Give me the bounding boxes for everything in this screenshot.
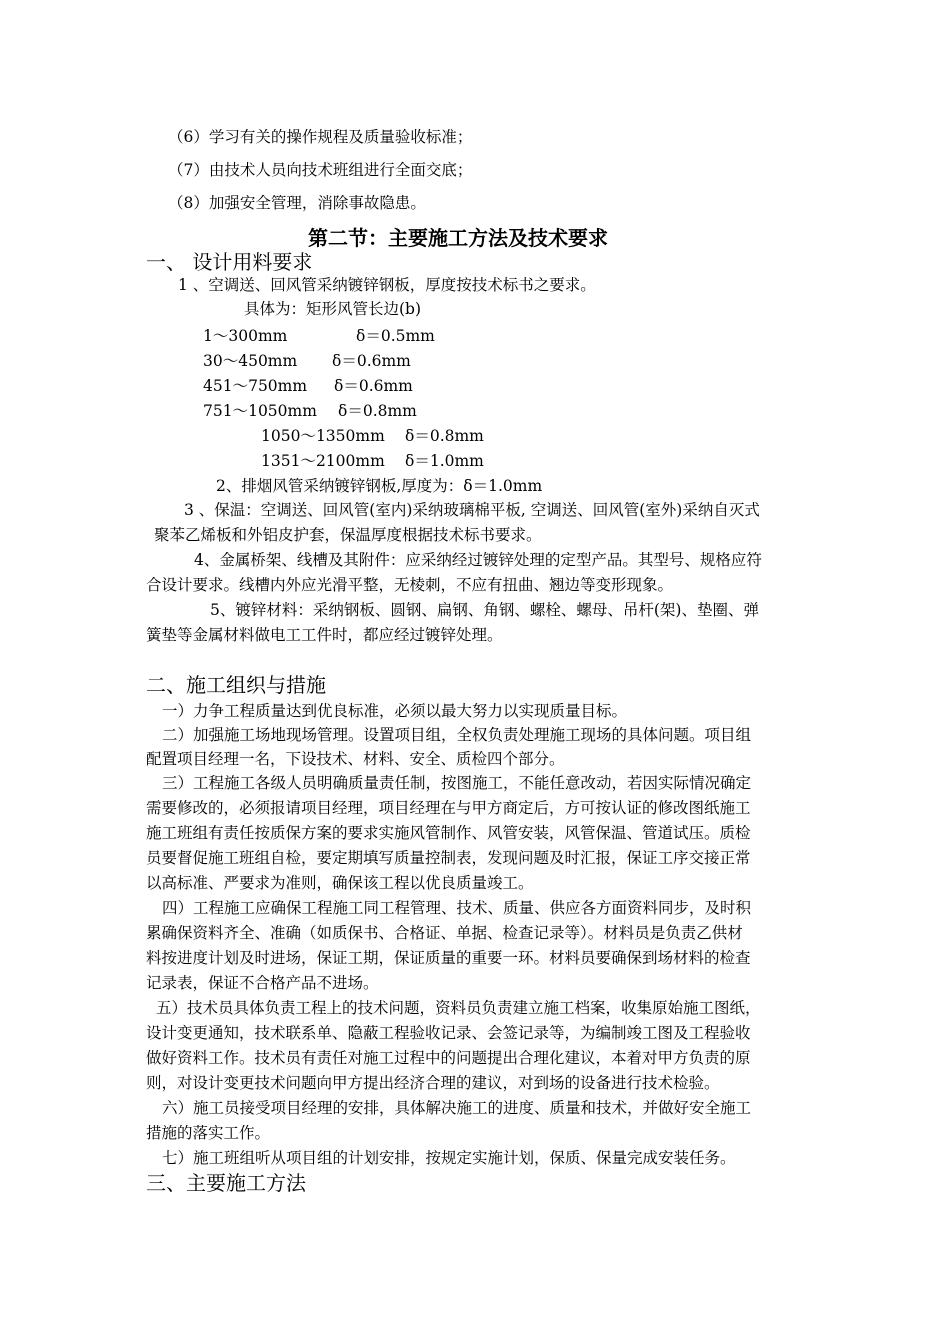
spec-thickness: δ＝1.0mm xyxy=(405,452,484,470)
part1-item5-line: 5、镀锌材料：采纳钢板、圆钢、扁钢、角钢、螺栓、螺母、吊杆(架)、垫圈、弹 xyxy=(210,601,759,619)
part2-paragraph-line: 料按进度计划及时进场，保证工期，保证质量的重要一环。材料员要确保到场材料的检查 xyxy=(146,949,751,967)
part2-paragraph-line: 措施的落实工作。 xyxy=(146,1124,271,1142)
part2-paragraph-line: 四）工程施工应确保工程施工同工程管理、技术、质量、供应各方面资料同步，及时积 xyxy=(162,899,752,917)
part2-paragraph-line: 七）施工班组听从项目组的计划安排，按规定实施计划，保质、保量完成安装任务。 xyxy=(162,1149,736,1167)
part1-item2: 2、排烟风管采纳镀锌钢板,厚度为：δ＝1.0mm xyxy=(216,477,543,495)
part3-heading: 三、主要施工方法 xyxy=(146,1171,306,1195)
part2-paragraph-line: 记录表，保证不合格产品不进场。 xyxy=(146,974,379,992)
part2-paragraph-line: 一）力争工程质量达到优良标准，必须以最大努力以实现质量目标。 xyxy=(162,702,628,720)
section-title: 第二节：主要施工方法及技术要求 xyxy=(308,226,608,250)
part1-item3-line: 3 、保温：空调送、回风管(室内)采纳玻璃棉平板, 空调送、回风管(室外)采纳自灭式 xyxy=(184,501,760,519)
spec-range: 751～1050mm xyxy=(203,402,317,420)
part1-item1: 1 、空调送、回风管采纳镀锌钢板，厚度按技术标书之要求。 xyxy=(178,276,596,294)
part2-paragraph-line: 做好资料工作。技术员有责任对施工过程中的问题提出合理化建议，本着对甲方负责的原 xyxy=(146,1049,751,1067)
part1-item3-line: 聚苯乙烯板和外铝皮护套，保温厚度根据技术标书要求。 xyxy=(154,526,542,544)
part1-heading: 一、 设计用料要求 xyxy=(146,250,313,274)
part1-item4-line: 合设计要求。线槽内外应光滑平整，无棱刺，不应有扭曲、翘边等变形现象。 xyxy=(146,576,674,594)
part2-paragraph-line: 五）技术员具体负责工程上的技术问题，资料员负责建立施工档案，收集原始施工图纸， xyxy=(156,999,761,1017)
intro-item-6: （6）学习有关的操作规程及质量验收标准； xyxy=(168,128,473,146)
spec-range: 1050～1350mm xyxy=(261,427,385,445)
part2-paragraph-line: 设计变更通知，技术联系单、隐蔽工程验收记录、会签记录等，为编制竣工图及工程验收 xyxy=(146,1024,751,1042)
intro-item-7: （7）由技术人员向技术班组进行全面交底； xyxy=(168,161,473,179)
spec-range: 451～750mm xyxy=(203,377,308,395)
spec-intro: 具体为：矩形风管长边(b) xyxy=(244,300,422,318)
spec-thickness: δ＝0.5mm xyxy=(356,327,435,345)
part2-paragraph-line: 二）加强施工场地现场管理。设置项目组，全权负责处理施工现场的具体问题。项目组 xyxy=(162,726,752,744)
spec-thickness: δ＝0.6mm xyxy=(332,352,411,370)
spec-thickness: δ＝0.8mm xyxy=(405,427,484,445)
part1-item5-line: 簧垫等金属材料做电工工件时，都应经过镀锌处理。 xyxy=(146,626,503,644)
spec-range: 30～450mm xyxy=(203,352,298,370)
part2-paragraph-line: 需要修改的，必须报请项目经理，项目经理在与甲方商定后，方可按认证的修改图纸施工 xyxy=(146,799,751,817)
part2-paragraph-line: 累确保资料齐全、准确（如质保书、合格证、单据、检查记录等）。材料员是负责乙供材 xyxy=(146,924,743,942)
part2-heading: 二、施工组织与措施 xyxy=(146,673,326,697)
spec-range: 1351～2100mm xyxy=(261,452,385,470)
spec-thickness: δ＝0.6mm xyxy=(334,377,413,395)
part2-paragraph-line: 六）施工员接受项目经理的安排，具体解决施工的进度、质量和技术，并做好安全施工 xyxy=(162,1099,752,1117)
spec-range: 1～300mm xyxy=(203,327,288,345)
part2-paragraph-line: 以高标准、严要求为准则，确保该工程以优良质量竣工。 xyxy=(146,874,534,892)
part2-paragraph-line: 员要督促施工班组自检，要定期填写质量控制表，发现问题及时汇报，保证工序交接正常 xyxy=(146,849,751,867)
part1-item4-line: 4、金属桥架、线槽及其附件：应采纳经过镀锌处理的定型产品。其型号、规格应符 xyxy=(194,551,762,569)
spec-thickness: δ＝0.8mm xyxy=(338,402,417,420)
part2-paragraph-line: 施工班组有责任按质保方案的要求实施风管制作、风管安装，风管保温、管道试压。质检 xyxy=(146,824,751,842)
part2-paragraph-line: 三）工程施工各级人员明确质量责任制，按图施工，不能任意改动，若因实际情况确定 xyxy=(162,774,752,792)
intro-item-8: （8）加强安全管理，消除事故隐患。 xyxy=(168,194,426,212)
part2-paragraph-line: 则，对设计变更技术问题向甲方提出经济合理的建议，对到场的设备进行技术检验。 xyxy=(146,1074,720,1092)
part2-paragraph-line: 配置项目经理一名，下设技术、材料、安全、质检四个部分。 xyxy=(146,750,565,768)
